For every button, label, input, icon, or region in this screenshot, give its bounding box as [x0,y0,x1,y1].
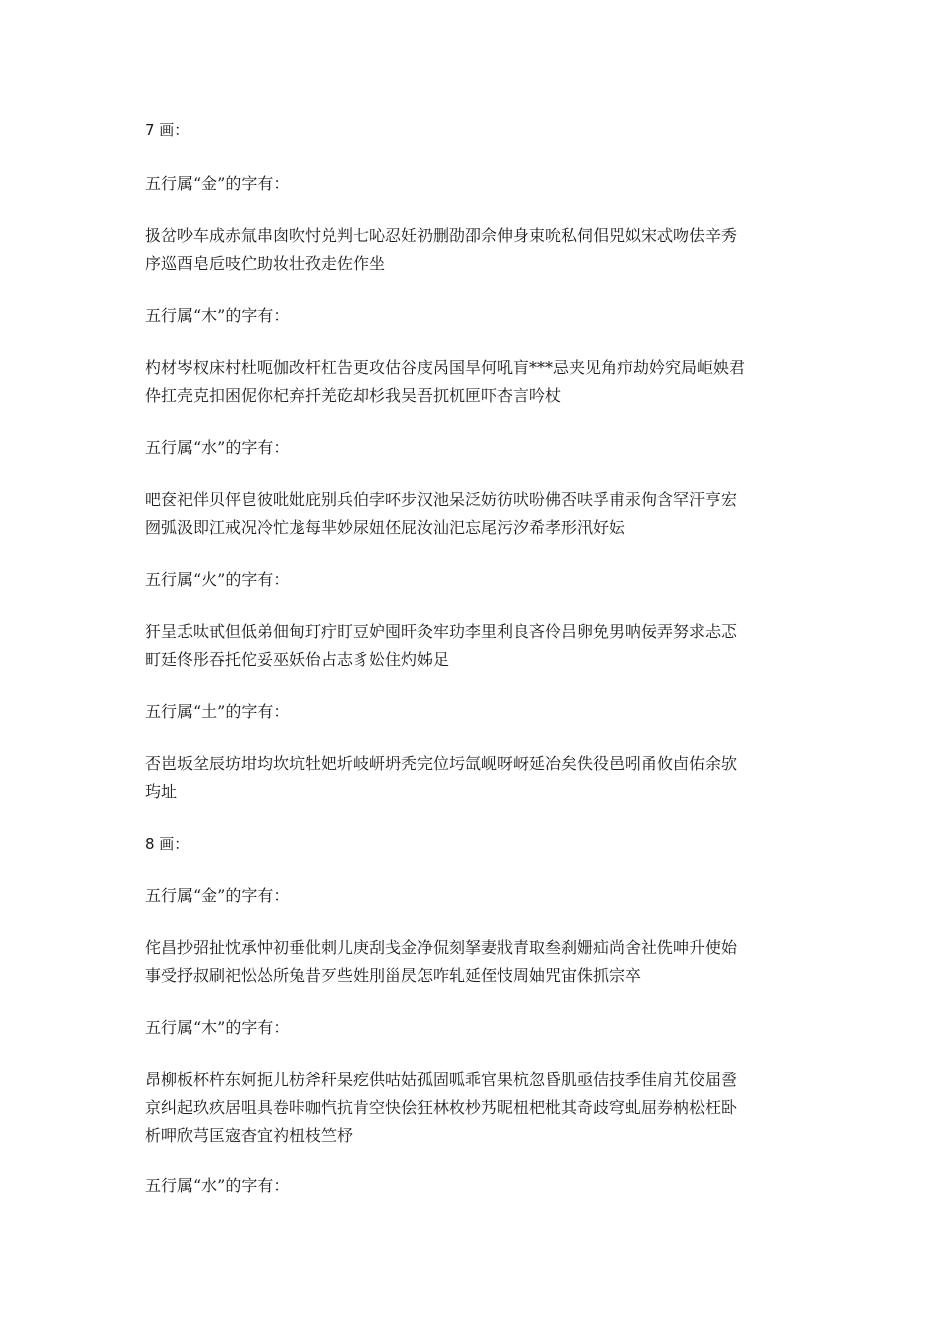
element-label-metal: 五行属“金”的字有： [145,174,290,193]
character-list-line: 侘昌抄弨扯忱承忡初垂仳刺儿庚刮戋金净侃刻拏妻戕青取叁刹姗疝尚舍社侁呻升使始 [145,938,738,957]
element-label-water: 五行属“水”的字有： [145,1176,290,1195]
character-list-line: 犴呈忎呔甙但低弟佃甸玎疔盯豆妒囤旰灸牢玏李里利良吝伶吕卵免男呐佞弄努求忐忑 [145,622,738,641]
character-list-line: 吧奁祀伴贝伻皀彼吡妣庇别兵伯孛吥步汉池呆泛妨彷吠吩佛否呋孚甫汞佝含罕汗亨宏 [145,490,738,509]
character-list-line: 事受抒叔刷祀忪怂所兔昔歹些姓刖甾昃怎咋轧延侄忮周妯咒宙侏抓宗卒 [145,966,642,985]
character-list-line: 析呷欣芎匡宼杳宜礿杻枝竺杼 [145,1126,354,1145]
character-list-line: 京纠起玖疚居咀具卷咔咖忾抗肯空快侩狂林枚杪艿昵杻杷枇其奇歧穹虬屈券枘松枉卧 [145,1098,738,1117]
character-list-line: 町廷佟彤吞托佗妥巫妖佁占志豸妐住灼姊足 [145,650,450,669]
element-label-fire: 五行属“火”的字有： [145,570,290,589]
element-label-metal: 五行属“金”的字有： [145,886,290,905]
element-label-earth: 五行属“土”的字有： [145,702,290,721]
character-list-line: 扱岔吵车成赤氚串囱吹忖兑判七吣忍妊礽删劭卲佘伸身束吮私伺佀兕姒宋忒吻佉辛秀 [145,226,738,245]
stroke-heading-8: 8 画： [145,835,190,853]
character-list-line: 伜扛壳克扣困伲你杞弃扦羌矻却杉我吴吾扤杌匣吓杏言吟杖 [145,386,562,405]
character-list-line: 序巡酉皂卮吱伫助妆壮孜走佐作坐 [145,254,386,273]
element-label-water: 五行属“水”的字有： [145,438,290,457]
character-list-line: 玙址 [145,782,178,801]
character-list-line: 杓材岑杈床村杜呃伽改杆杠告更攻估谷庋呙国旱何吼肓***忌夹见角疖劫妗究局岠姎君 [145,358,746,377]
character-list-line: 昂柳板杯杵东妸扼儿枋斧秆杲疙供咕姑孤固呱乖官果杭忽昏肌亟佶技季佳肩艽佼届巹 [145,1070,738,1089]
character-list-line: 否岜坂坌辰坊坩均坎坑牡妑圻岐岍坍秃完位圬氙岘呀岈延冶矣佚役邑吲甬攸卣佑余欤 [145,754,738,773]
element-label-wood: 五行属“木”的字有： [145,1018,290,1037]
character-list-line: 囫弧汲即江戒况冷忙尨每芈妙尿妞伾屁汝汕汜忘尾污汐希孝形汛好妘 [145,518,626,537]
element-label-wood: 五行属“木”的字有： [145,306,290,325]
stroke-heading-7: 7 画： [145,121,190,139]
